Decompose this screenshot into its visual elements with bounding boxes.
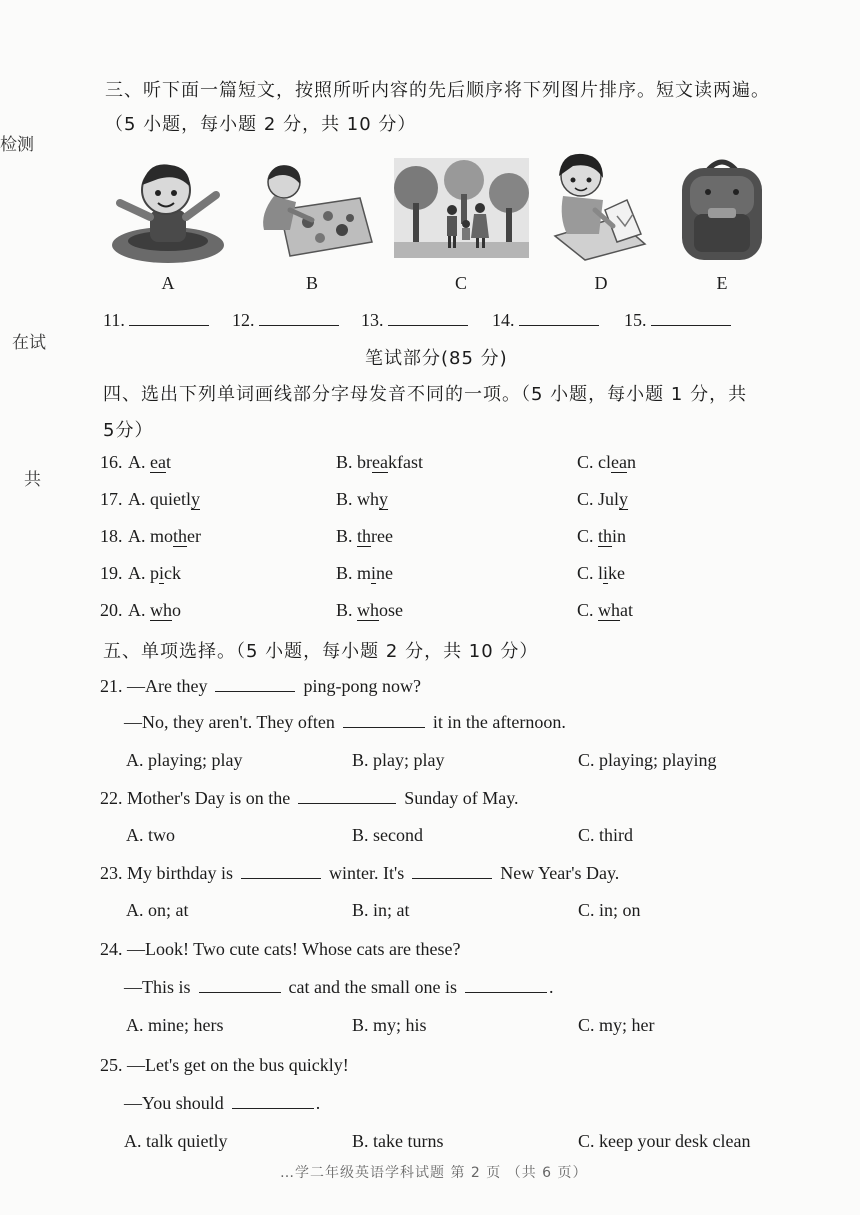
option-b[interactable]: B. breakfast xyxy=(336,452,423,472)
option-b[interactable]: B. second xyxy=(352,825,423,845)
side-mark-2: 在试 xyxy=(12,333,46,353)
side-mark-3: 共 xyxy=(24,470,41,490)
option-b[interactable]: B. why xyxy=(336,489,389,509)
option-a[interactable]: A. eat xyxy=(128,452,171,472)
question-24-line2: —This is cat and the small one is . xyxy=(124,977,554,997)
question-25-line2: —You should . xyxy=(124,1093,321,1113)
answer-blank[interactable] xyxy=(199,978,281,993)
option-c[interactable]: C. keep your desk clean xyxy=(578,1131,751,1151)
picture-letter-c: C xyxy=(454,273,467,293)
answer-blank-11[interactable]: 11. xyxy=(103,310,209,331)
question-21-line1: 21. —Are they ping-pong now? xyxy=(100,676,421,696)
question-number: 19. xyxy=(100,563,123,583)
question-number: 18. xyxy=(100,526,123,546)
family-walking-park-icon xyxy=(394,158,529,258)
option-c[interactable]: C. what xyxy=(577,600,634,620)
answer-blank-13[interactable]: 13. xyxy=(361,310,468,331)
question-number: 17. xyxy=(100,489,123,509)
answer-blank[interactable] xyxy=(232,1094,314,1109)
answer-blank[interactable] xyxy=(343,713,425,728)
answer-blank[interactable] xyxy=(465,978,547,993)
picture-letter-d: D xyxy=(594,273,608,293)
option-b[interactable]: B. take turns xyxy=(352,1131,444,1151)
option-a[interactable]: A. two xyxy=(126,825,175,845)
question-22-line1: 22. Mother's Day is on the Sunday of May. xyxy=(100,788,519,808)
answer-blank[interactable] xyxy=(215,677,295,692)
picture-letter-a: A xyxy=(161,273,175,293)
backpack-icon xyxy=(672,152,772,264)
question-number: 20. xyxy=(100,600,123,620)
option-c[interactable]: C. clean xyxy=(577,452,636,472)
boy-swimming-icon xyxy=(108,155,228,265)
question-21-line2: —No, they aren't. They often it in the afternoon. xyxy=(124,712,566,732)
option-c[interactable]: C. July xyxy=(577,489,629,509)
option-b[interactable]: B. in; at xyxy=(352,900,410,920)
question-24-line1: 24. —Look! Two cute cats! Whose cats are these? xyxy=(100,939,461,959)
option-a[interactable]: A. on; at xyxy=(126,900,189,920)
option-a[interactable]: A. playing; play xyxy=(126,750,243,770)
option-a[interactable]: A. mine; hers xyxy=(126,1015,224,1035)
option-c[interactable]: C. my; her xyxy=(578,1015,655,1035)
option-c[interactable]: C. playing; playing xyxy=(578,750,717,770)
written-part-heading: 笔试部分(85 分) xyxy=(365,348,508,369)
page-footer: …学二年级英语学科试题 第 2 页 （共 6 页） xyxy=(280,1165,588,1181)
section4-title: 四、选出下列单词画线部分字母发音不同的一项。（5 小题，每小题 1 分，共 xyxy=(103,384,748,405)
answer-blank-14[interactable]: 14. xyxy=(492,310,599,331)
option-a[interactable]: A. who xyxy=(128,600,181,620)
answer-blank[interactable] xyxy=(412,864,492,879)
option-a[interactable]: A. talk quietly xyxy=(124,1131,228,1151)
question-number: 16. xyxy=(100,452,123,472)
answer-blank[interactable] xyxy=(298,789,396,804)
option-c[interactable]: C. in; on xyxy=(578,900,641,920)
section4-title-cont: 5分） xyxy=(103,420,154,441)
girl-painting-floor-icon xyxy=(250,160,375,260)
question-25-line1: 25. —Let's get on the bus quickly! xyxy=(100,1055,349,1075)
option-b[interactable]: B. three xyxy=(336,526,394,546)
option-a[interactable]: A. mother xyxy=(128,526,201,546)
question-23-line1: 23. My birthday is winter. It's New Year's Day. xyxy=(100,863,620,883)
section3-title: 三、听下面一篇短文，按照所听内容的先后顺序将下列图片排序。短文读两遍。 xyxy=(105,80,770,101)
option-b[interactable]: B. my; his xyxy=(352,1015,427,1035)
option-b[interactable]: B. play; play xyxy=(352,750,445,770)
option-a[interactable]: A. pick xyxy=(128,563,182,583)
girl-drawing-icon xyxy=(545,148,650,263)
option-c[interactable]: C. third xyxy=(578,825,634,845)
option-b[interactable]: B. mine xyxy=(336,563,394,583)
answer-blank-15[interactable]: 15. xyxy=(624,310,731,331)
option-b[interactable]: B. whose xyxy=(336,600,404,620)
picture-letter-b: B xyxy=(305,273,318,293)
section3-points: （5 小题，每小题 2 分，共 10 分） xyxy=(105,114,417,135)
option-c[interactable]: C. like xyxy=(577,563,626,583)
side-mark-1: 检测 xyxy=(0,135,34,155)
answer-blank-12[interactable]: 12. xyxy=(232,310,339,331)
section5-title: 五、单项选择。（5 小题，每小题 2 分，共 10 分） xyxy=(103,641,539,662)
answer-blank[interactable] xyxy=(241,864,321,879)
option-c[interactable]: C. thin xyxy=(577,526,627,546)
picture-letter-e: E xyxy=(716,273,728,293)
option-a[interactable]: A. quietly xyxy=(128,489,200,509)
